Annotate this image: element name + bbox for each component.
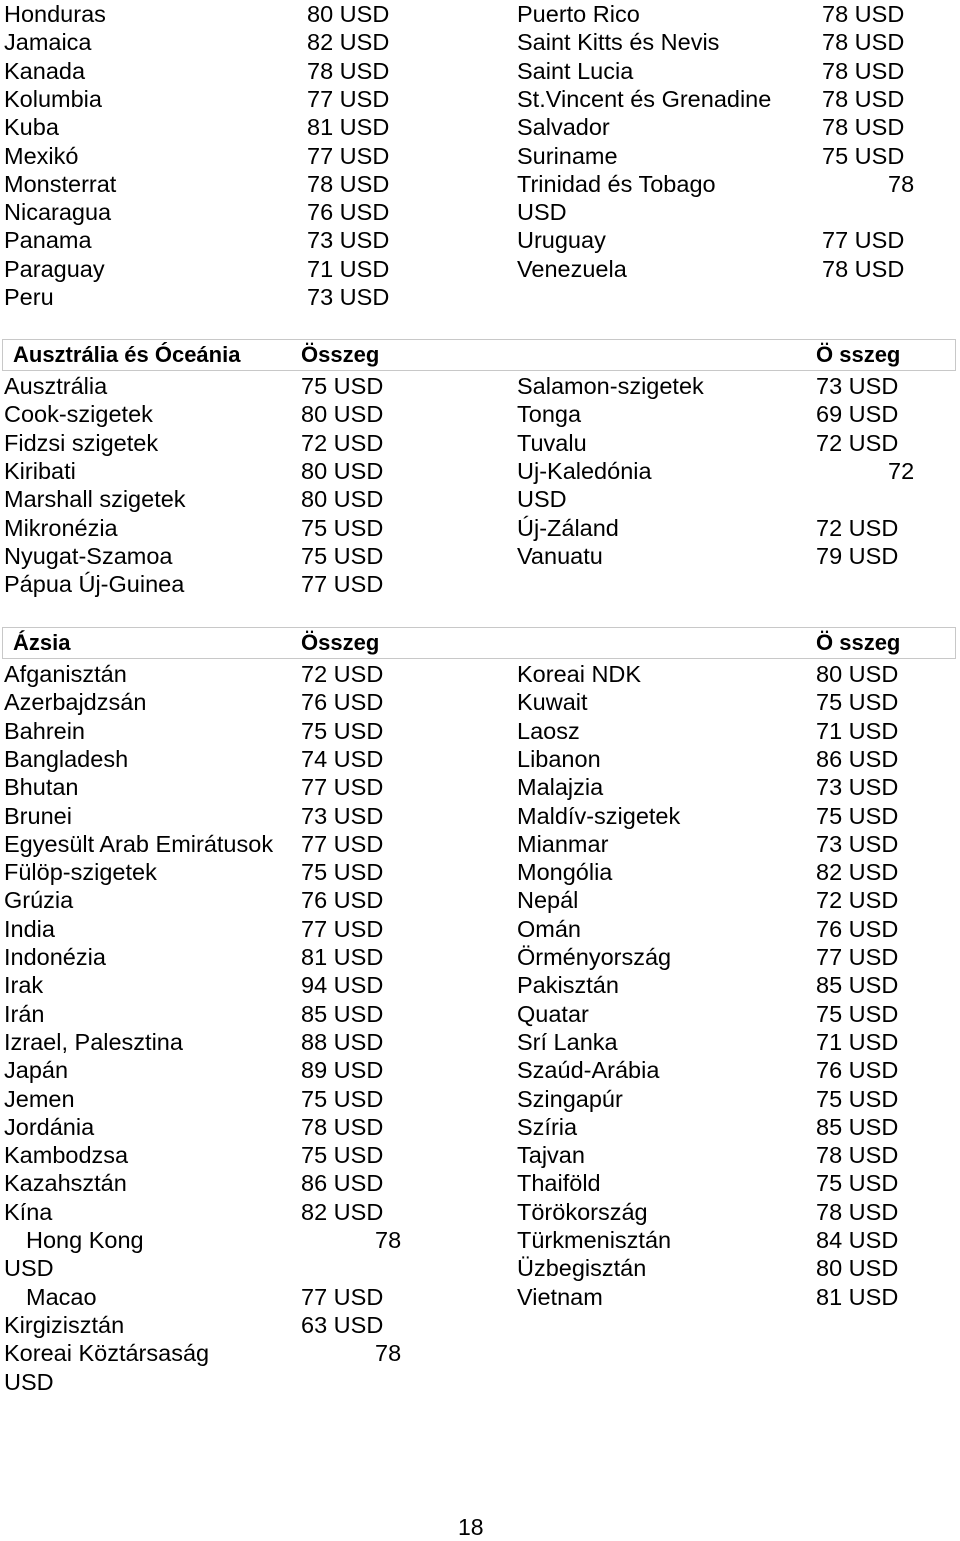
- americas-tail-right-amount: 78 USD: [822, 255, 905, 282]
- asia-left-amount: 75 USD: [301, 717, 384, 744]
- americas-tail-right-country: St.Vincent és Grenadine: [517, 85, 772, 112]
- americas-tail-right-country: USD: [517, 199, 567, 226]
- americas-tail-left-amount: 77 USD: [307, 142, 390, 169]
- americas-tail-right-amount: 78 USD: [822, 29, 905, 56]
- asia-right-amount: 72 USD: [816, 887, 899, 914]
- asia-left-amount: 75 USD: [301, 1142, 384, 1169]
- asia-right-country: Üzbegisztán: [517, 1255, 647, 1282]
- asia-left-country: Macao: [26, 1283, 97, 1310]
- oceania-right-amount: 79 USD: [816, 542, 899, 569]
- asia-left-country: Japán: [4, 1057, 69, 1084]
- asia-right-amount: 85 USD: [816, 1113, 899, 1140]
- oceania-amount-header-right: Ö sszeg: [816, 342, 901, 367]
- asia-right-country: Szíria: [517, 1113, 578, 1140]
- asia-left-country: USD: [4, 1368, 54, 1395]
- americas-tail-left-country: Panama: [4, 227, 92, 254]
- asia-amount-header-right: Ö sszeg: [816, 630, 901, 655]
- asia-title: Ázsia: [13, 630, 71, 655]
- asia-left-amount: 63 USD: [301, 1311, 384, 1338]
- asia-right-country: Kuwait: [517, 689, 588, 716]
- americas-tail-right-country: Saint Kitts és Nevis: [517, 29, 720, 56]
- oceania-right-amount: 72: [888, 457, 915, 484]
- asia-left-amount: 75 USD: [301, 859, 384, 886]
- asia-left-amount: 78: [375, 1227, 402, 1253]
- americas-tail-right-amount: 78: [888, 170, 915, 197]
- americas-tail-left-country: Kanada: [4, 57, 86, 84]
- americas-tail-left-amount: 73 USD: [307, 284, 390, 310]
- americas-tail-right-country: Venezuela: [517, 255, 627, 282]
- asia-right-amount: 85 USD: [816, 972, 899, 999]
- asia-left-amount: 76 USD: [301, 887, 384, 914]
- americas-tail-right-country: Salvador: [517, 114, 610, 141]
- oceania-right-amount: 72 USD: [816, 429, 899, 456]
- oceania-right-country: Salamon-szigetek: [517, 373, 704, 399]
- asia-left-country: Irak: [4, 972, 44, 999]
- asia-right-amount: 78 USD: [816, 1142, 899, 1169]
- asia-right-amount: 86 USD: [816, 745, 899, 772]
- asia-left-country: Bangladesh: [4, 745, 129, 772]
- asia-right-country: Tajvan: [517, 1142, 585, 1169]
- oceania-left-amount: 75 USD: [301, 542, 384, 569]
- asia-right-country: Maldív-szigetek: [517, 802, 681, 829]
- asia-header-box: [2, 627, 956, 659]
- oceania-right-country: Tonga: [517, 401, 582, 428]
- asia-left-amount: 78: [375, 1340, 402, 1367]
- oceania-left-amount: 80 USD: [301, 486, 384, 513]
- americas-tail-left-amount: 78 USD: [307, 170, 390, 197]
- americas-tail-left-country: Kolumbia: [4, 85, 102, 112]
- americas-tail-left-country: Mexikó: [4, 142, 79, 169]
- oceania-left-amount: 75 USD: [301, 373, 384, 399]
- asia-right-amount: 75 USD: [816, 1000, 899, 1027]
- asia-right-country: Thaiföld: [517, 1170, 601, 1197]
- americas-tail-right-amount: 78 USD: [822, 57, 905, 84]
- asia-left-amount: 85 USD: [301, 1000, 384, 1027]
- oceania-right-country: Új-Záland: [517, 514, 619, 541]
- asia-right-amount: 73 USD: [816, 774, 899, 801]
- asia-left-amount: 77 USD: [301, 915, 384, 942]
- asia-left-amount: 74 USD: [301, 745, 384, 772]
- americas-tail-right-country: Trinidad és Tobago: [517, 170, 716, 197]
- asia-left-country: USD: [4, 1255, 54, 1282]
- asia-right-country: Malajzia: [517, 774, 604, 801]
- asia-right-country: Omán: [517, 915, 581, 942]
- asia-right-country: Mianmar: [517, 830, 609, 857]
- oceania-right-country: Vanuatu: [517, 542, 603, 569]
- oceania-right-country: Uj-Kaledónia: [517, 457, 652, 484]
- asia-right-country: Srí Lanka: [517, 1028, 618, 1055]
- oceania-left-amount: 80 USD: [301, 401, 384, 428]
- asia-right-amount: 80 USD: [816, 1255, 899, 1282]
- americas-tail-right-country: Suriname: [517, 142, 618, 169]
- asia-left-country: Kambodzsa: [4, 1142, 129, 1169]
- asia-right-country: Örményország: [517, 944, 672, 970]
- americas-tail-right-country: Puerto Rico: [517, 1, 640, 27]
- oceania-left-amount: 80 USD: [301, 457, 384, 484]
- asia-left-country: Kazahsztán: [4, 1170, 127, 1197]
- oceania-left-amount: 72 USD: [301, 429, 384, 456]
- asia-right-amount: 84 USD: [816, 1227, 899, 1253]
- asia-right-amount: 81 USD: [816, 1283, 899, 1310]
- oceania-left-country: Marshall szigetek: [4, 486, 186, 513]
- oceania-right-country: Tuvalu: [517, 429, 587, 456]
- oceania-left-country: Nyugat-Szamoa: [4, 542, 173, 569]
- asia-left-amount: 86 USD: [301, 1170, 384, 1197]
- asia-right-country: Törökország: [517, 1198, 648, 1225]
- asia-left-amount: 88 USD: [301, 1028, 384, 1055]
- asia-left-country: Jordánia: [4, 1113, 95, 1140]
- asia-right-country: Nepál: [517, 887, 579, 914]
- asia-left-country: Kína: [4, 1198, 53, 1225]
- americas-tail-right-amount: 78 USD: [822, 1, 905, 27]
- asia-left-country: Brunei: [4, 802, 72, 829]
- asia-right-amount: 75 USD: [816, 802, 899, 829]
- asia-left-country: Irán: [4, 1000, 45, 1027]
- americas-tail-left-country: Peru: [4, 284, 54, 310]
- americas-tail-right-amount: 77 USD: [822, 227, 905, 254]
- americas-tail-right-amount: 78 USD: [822, 114, 905, 141]
- asia-right-amount: 78 USD: [816, 1198, 899, 1225]
- asia-right-country: Koreai NDK: [517, 661, 642, 687]
- oceania-right-country: USD: [517, 486, 567, 513]
- asia-left-country: Izrael, Palesztina: [4, 1028, 183, 1055]
- asia-left-country: Jemen: [4, 1085, 75, 1112]
- asia-right-amount: 76 USD: [816, 915, 899, 942]
- asia-left-country: Fülöp-szigetek: [4, 859, 157, 886]
- asia-right-country: Vietnam: [517, 1283, 603, 1310]
- asia-left-amount: 77 USD: [301, 774, 384, 801]
- asia-right-amount: 73 USD: [816, 830, 899, 857]
- asia-left-country: Hong Kong: [26, 1227, 144, 1253]
- asia-right-amount: 75 USD: [816, 1085, 899, 1112]
- asia-right-amount: 71 USD: [816, 717, 899, 744]
- americas-tail-right-country: Uruguay: [517, 227, 606, 254]
- asia-amount-header: Összeg: [301, 630, 380, 655]
- americas-tail-left-amount: 78 USD: [307, 57, 390, 84]
- asia-left-amount: 76 USD: [301, 689, 384, 716]
- asia-left-amount: 78 USD: [301, 1113, 384, 1140]
- asia-right-amount: 77 USD: [816, 944, 899, 970]
- asia-left-amount: 82 USD: [301, 1198, 384, 1225]
- asia-left-amount: 94 USD: [301, 972, 384, 999]
- americas-tail-left-amount: 77 USD: [307, 85, 390, 112]
- oceania-left-country: Ausztrália: [4, 373, 108, 399]
- americas-tail-left-country: Paraguay: [4, 255, 105, 282]
- asia-right-country: Türkmenisztán: [517, 1227, 672, 1253]
- asia-left-amount: 89 USD: [301, 1057, 384, 1084]
- asia-right-amount: 80 USD: [816, 661, 899, 687]
- asia-left-country: Koreai Köztársaság: [4, 1340, 210, 1367]
- oceania-title: Ausztrália és Óceánia: [13, 342, 241, 367]
- asia-right-amount: 75 USD: [816, 1170, 899, 1197]
- asia-right-country: Quatar: [517, 1000, 589, 1027]
- americas-tail-left-amount: 82 USD: [307, 29, 390, 56]
- asia-left-country: India: [4, 915, 55, 942]
- asia-left-country: Bahrein: [4, 717, 85, 744]
- americas-tail-right-amount: 78 USD: [822, 85, 905, 112]
- asia-left-country: Indonézia: [4, 944, 106, 970]
- asia-left-country: Grúzia: [4, 887, 74, 914]
- page-number: 18: [458, 1514, 484, 1540]
- oceania-left-country: Kiribati: [4, 457, 76, 484]
- asia-right-country: Laosz: [517, 717, 580, 744]
- oceania-left-country: Mikronézia: [4, 514, 118, 541]
- americas-tail-left-country: Nicaragua: [4, 199, 112, 226]
- asia-left-amount: 77 USD: [301, 830, 384, 857]
- oceania-left-country: Cook-szigetek: [4, 401, 153, 428]
- oceania-amount-header: Összeg: [301, 342, 380, 367]
- oceania-right-amount: 73 USD: [816, 373, 899, 399]
- americas-tail-left-amount: 71 USD: [307, 255, 390, 282]
- asia-left-country: Bhutan: [4, 774, 79, 801]
- asia-left-amount: 73 USD: [301, 802, 384, 829]
- americas-tail-left-amount: 76 USD: [307, 199, 390, 226]
- oceania-left-country: Fidzsi szigetek: [4, 429, 159, 456]
- asia-right-amount: 71 USD: [816, 1028, 899, 1055]
- americas-tail-left-country: Monsterrat: [4, 170, 117, 197]
- asia-right-country: Szingapúr: [517, 1085, 623, 1112]
- americas-tail-left-amount: 73 USD: [307, 227, 390, 254]
- americas-tail-right-country: Saint Lucia: [517, 57, 634, 84]
- asia-left-amount: 75 USD: [301, 1085, 384, 1112]
- asia-right-country: Mongólia: [517, 859, 613, 886]
- oceania-left-country: Pápua Új-Guinea: [4, 571, 185, 598]
- asia-left-country: Afganisztán: [4, 661, 127, 687]
- oceania-left-amount: 75 USD: [301, 514, 384, 541]
- asia-right-amount: 76 USD: [816, 1057, 899, 1084]
- asia-left-amount: 72 USD: [301, 661, 384, 687]
- asia-right-country: Szaúd-Arábia: [517, 1057, 660, 1084]
- asia-right-amount: 75 USD: [816, 689, 899, 716]
- oceania-left-amount: 77 USD: [301, 571, 384, 598]
- asia-right-country: Pakisztán: [517, 972, 619, 999]
- americas-tail-left-amount: 80 USD: [307, 1, 390, 27]
- asia-right-amount: 82 USD: [816, 859, 899, 886]
- asia-left-amount: 77 USD: [301, 1283, 384, 1310]
- americas-tail-left-country: Kuba: [4, 114, 59, 141]
- asia-left-amount: 81 USD: [301, 944, 384, 970]
- americas-tail-left-country: Honduras: [4, 1, 106, 27]
- oceania-right-amount: 72 USD: [816, 514, 899, 541]
- asia-left-country: Azerbajdzsán: [4, 689, 147, 716]
- americas-tail-left-amount: 81 USD: [307, 114, 390, 141]
- asia-right-country: Libanon: [517, 745, 601, 772]
- americas-tail-left-country: Jamaica: [4, 29, 92, 56]
- oceania-right-amount: 69 USD: [816, 401, 899, 428]
- asia-left-country: Egyesült Arab Emirátusok: [4, 830, 274, 857]
- asia-left-country: Kirgizisztán: [4, 1311, 125, 1338]
- americas-tail-right-amount: 75 USD: [822, 142, 905, 169]
